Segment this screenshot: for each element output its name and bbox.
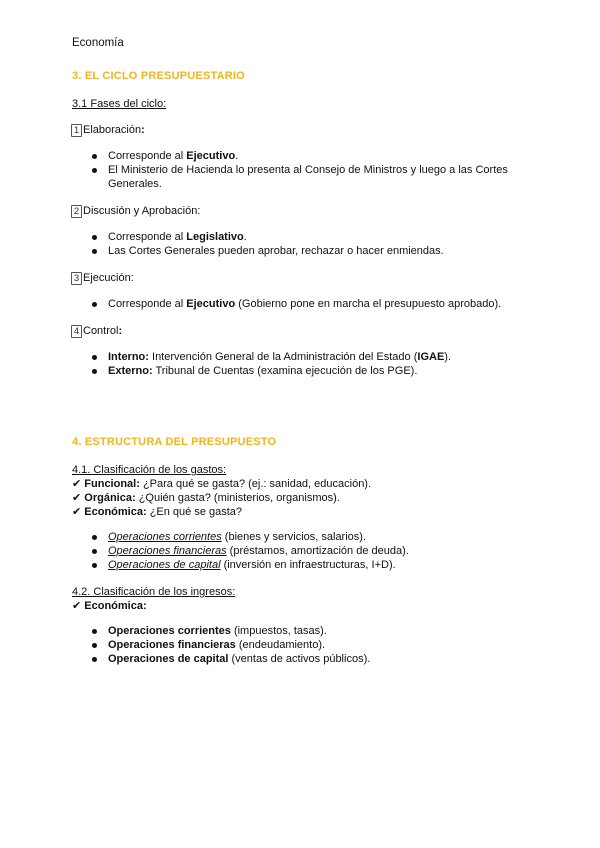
gastos-organica-line: ✔ Orgánica: ¿Quién gasta? (ministerios, organismos). (72, 492, 340, 504)
number-4-icon: 4 (71, 325, 82, 338)
check-icon: ✔ (72, 478, 82, 490)
phase-1-list (72, 149, 532, 191)
list-item: Corresponde al Ejecutivo. (108, 149, 532, 163)
list-item: El Ministerio de Hacienda lo presenta al Consejo de Ministros y luego a las Cortes Generales. (108, 163, 532, 191)
phase-3-label: Ejecución: (83, 272, 134, 284)
phase-4-heading (71, 324, 532, 338)
list-item: Operaciones financieras (endeudamiento). (108, 638, 532, 652)
list-item: Operaciones de capital (inversión en infraestructuras, I+D). (108, 558, 532, 572)
list-item: Operaciones corrientes (impuestos, tasas). (108, 624, 532, 638)
document-page (72, 36, 532, 679)
number-1-icon: 1 (71, 124, 82, 137)
phase-1-label: Elaboración (83, 124, 142, 136)
check-icon: ✔ (72, 506, 82, 518)
phase-2-heading (71, 204, 532, 218)
gastos-economica-line: ✔ Económica: ¿En qué se gasta? (72, 506, 243, 518)
phase-2-list (72, 230, 532, 258)
phase-3-list (72, 297, 532, 311)
ingresos-economica-line: ✔ Económica: (72, 600, 147, 612)
phase-1-colon: : (141, 124, 145, 136)
list-item: Externo: Tribunal de Cuentas (examina ejecución de los PGE). (108, 364, 532, 378)
list-item: Las Cortes Generales pueden aprobar, rechazar o hacer enmiendas. (108, 244, 532, 258)
section-3-1-subtitle: 3.1 Fases del ciclo: (72, 98, 167, 110)
list-item: Corresponde al Ejecutivo (Gobierno pone en marcha el presupuesto aprobado). (108, 297, 532, 311)
phase-1-heading (71, 123, 532, 137)
number-3-icon: 3 (71, 272, 82, 285)
gastos-economica-list (72, 530, 532, 572)
phase-4-colon: : (118, 325, 123, 337)
list-item: Operaciones corrientes (bienes y servicios, salarios). (108, 530, 532, 544)
phase-4-list (72, 350, 532, 378)
check-icon: ✔ (72, 600, 82, 612)
list-item: Operaciones de capital (ventas de activos públicos). (108, 652, 532, 666)
section-4-1-subtitle: 4.1. Clasificación de los gastos: (72, 464, 227, 476)
phase-3-heading (71, 271, 532, 285)
section-4-2-subtitle: 4.2. Clasificación de los ingresos: (72, 586, 236, 598)
check-icon: ✔ (72, 492, 82, 504)
phase-4-label: Control (83, 325, 119, 337)
phase-2-label: Discusión y Aprobación: (83, 205, 201, 217)
number-2-icon: 2 (71, 205, 82, 218)
list-item: Interno: Intervención General de la Administración del Estado (IGAE). (108, 350, 532, 364)
ingresos-economica-list (72, 624, 532, 666)
document-title: Economía (72, 37, 124, 49)
section-3-title: 3. EL CICLO PRESUPUESTARIO (72, 70, 245, 82)
list-item: Operaciones financieras (préstamos, amortización de deuda). (108, 544, 532, 558)
list-item: Corresponde al Legislativo. (108, 230, 532, 244)
section-4-title: 4. ESTRUCTURA DEL PRESUPUESTO (72, 436, 277, 448)
gastos-funcional-line: ✔ Funcional: ¿Para qué se gasta? (ej.: sanidad, educación). (72, 478, 372, 490)
